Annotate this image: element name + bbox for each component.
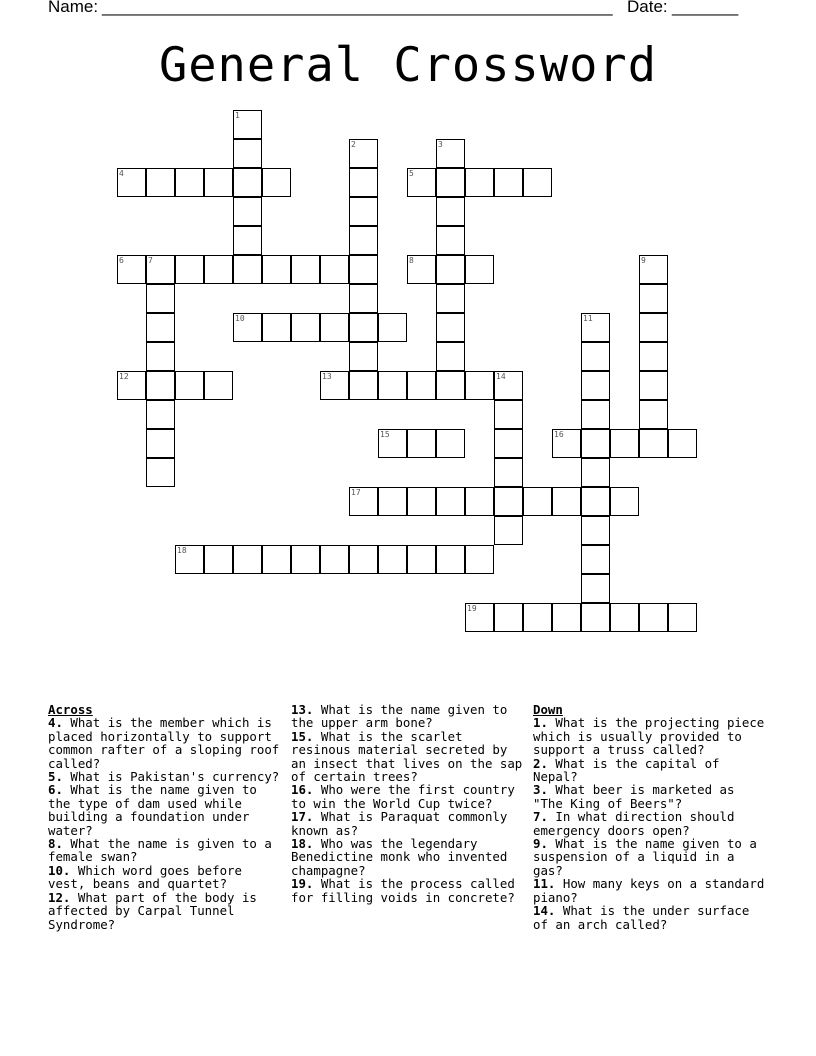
grid-cell[interactable] (436, 545, 465, 574)
clue-text: What is Paraquat commonly known as? (291, 809, 508, 838)
clue-number: 1. (533, 715, 548, 731)
grid-cell[interactable] (204, 545, 233, 574)
cell-number: 8 (409, 256, 414, 265)
clue-text: What is the name given to the type of dam used while building a foundation under water? (48, 782, 257, 838)
grid-cell[interactable] (349, 139, 378, 168)
grid-cell[interactable] (639, 313, 668, 342)
grid-cell[interactable] (610, 487, 639, 516)
grid-cell[interactable] (523, 168, 552, 197)
grid-cell[interactable] (639, 603, 668, 632)
cell-number: 1 (235, 111, 240, 120)
grid-cell[interactable] (436, 342, 465, 371)
grid-cell[interactable] (204, 168, 233, 197)
grid-cell[interactable] (349, 313, 378, 342)
clue (291, 810, 526, 837)
cell-number: 17 (351, 488, 361, 497)
grid-cell[interactable] (349, 197, 378, 226)
clue (48, 891, 283, 931)
grid-cell[interactable] (262, 168, 291, 197)
grid-cell[interactable] (581, 603, 610, 632)
clue-number: 16. (291, 782, 314, 798)
grid-cell[interactable] (233, 197, 262, 226)
across-clues-continued (291, 703, 526, 904)
clue-number: 7. (533, 809, 548, 825)
clue-text: Who was the legendary Benedictine monk who invented champagne? (291, 836, 508, 878)
grid-cell[interactable] (581, 429, 610, 458)
grid-cell[interactable] (436, 139, 465, 168)
cell-number: 12 (119, 372, 129, 381)
grid-cell[interactable] (291, 255, 320, 284)
grid-cell[interactable] (552, 487, 581, 516)
clue (533, 837, 768, 877)
grid-cell[interactable] (175, 168, 204, 197)
grid-cell[interactable] (552, 429, 581, 458)
grid-cell[interactable] (349, 226, 378, 255)
grid-cell[interactable] (436, 429, 465, 458)
date-field[interactable]: _______ (672, 0, 739, 16)
cell-number: 4 (119, 169, 124, 178)
grid-cell[interactable] (610, 603, 639, 632)
grid-cell[interactable] (117, 168, 146, 197)
clue-text: What is Pakistan's currency? (70, 769, 280, 785)
clue (291, 877, 526, 904)
grid-cell[interactable] (349, 284, 378, 313)
down-clues (533, 703, 768, 931)
clue (533, 783, 768, 810)
grid-cell[interactable] (465, 487, 494, 516)
clue-text: Who were the first country to win the World Cup twice? (291, 782, 515, 811)
grid-cell[interactable] (639, 371, 668, 400)
clue-number: 6. (48, 782, 63, 798)
page-title: General Crossword (158, 38, 658, 93)
clue (48, 770, 283, 783)
grid-cell[interactable] (233, 545, 262, 574)
clue-text: What is the projecting piece which is usually provided to support a truss called? (533, 715, 765, 758)
cell-number: 18 (177, 546, 187, 555)
grid-cell[interactable] (146, 458, 175, 487)
clue-text: What is the process called for filling voids in concrete? (291, 876, 515, 905)
grid-cell[interactable] (639, 342, 668, 371)
clue (291, 783, 526, 810)
grid-cell[interactable] (407, 545, 436, 574)
clue-text: What is the name given to the upper arm bone? (291, 702, 508, 731)
grid-cell[interactable] (262, 255, 291, 284)
grid-cell[interactable] (204, 371, 233, 400)
grid-cell[interactable] (639, 284, 668, 313)
cell-number: 16 (554, 430, 564, 439)
clue-number: 15. (291, 728, 314, 744)
grid-cell[interactable] (436, 487, 465, 516)
grid-cell[interactable] (494, 429, 523, 458)
grid-cell[interactable] (291, 313, 320, 342)
grid-cell[interactable] (175, 255, 204, 284)
clue (48, 864, 283, 891)
clue-text: What beer is marketed as "The King of Beers"? (533, 782, 735, 811)
grid-cell[interactable] (175, 545, 204, 574)
cell-number: 10 (235, 314, 245, 323)
clue (533, 904, 768, 931)
grid-cell[interactable] (436, 313, 465, 342)
grid-cell[interactable] (639, 400, 668, 429)
clue-number: 18. (291, 836, 314, 852)
grid-cell[interactable] (146, 429, 175, 458)
grid-cell[interactable] (639, 255, 668, 284)
across-heading: Across (48, 702, 93, 717)
clue-number: 13. (291, 702, 314, 717)
cell-number: 15 (380, 430, 390, 439)
down-heading: Down (533, 702, 563, 717)
clue-text: What is the capital of Nepal? (533, 755, 720, 785)
clue-number: 3. (533, 782, 548, 798)
name-field[interactable]: ______________________________________________________ (102, 0, 613, 16)
cell-number: 5 (409, 169, 414, 178)
clue-text: Which word goes before vest, beans and quartet? (48, 862, 242, 892)
grid-cell[interactable] (581, 458, 610, 487)
clue-text: What is the under surface of an arch called? (533, 903, 750, 932)
grid-cell[interactable] (407, 429, 436, 458)
grid-cell[interactable] (233, 139, 262, 168)
cell-number: 13 (322, 372, 332, 381)
clue-number: 11. (533, 876, 556, 892)
grid-cell[interactable] (378, 313, 407, 342)
cell-number: 3 (438, 140, 443, 149)
grid-cell[interactable] (233, 226, 262, 255)
grid-cell[interactable] (494, 400, 523, 429)
grid-cell[interactable] (320, 371, 349, 400)
grid-cell[interactable] (494, 516, 523, 545)
clue (48, 716, 283, 770)
cell-number: 2 (351, 140, 356, 149)
grid-cell[interactable] (436, 226, 465, 255)
clue (48, 783, 283, 837)
date-label: Date: (627, 0, 668, 16)
grid-cell[interactable] (465, 545, 494, 574)
clue-number: 2. (533, 755, 548, 771)
cell-number: 9 (641, 256, 646, 265)
grid-cell[interactable] (262, 313, 291, 342)
cell-number: 14 (496, 372, 506, 381)
grid-cell[interactable] (320, 545, 349, 574)
clue-number: 17. (291, 809, 314, 825)
clue-number: 14. (533, 903, 556, 919)
clue-number: 12. (48, 889, 71, 905)
clue (291, 703, 526, 730)
grid-cell[interactable] (349, 255, 378, 284)
grid-cell[interactable] (233, 255, 262, 284)
grid-cell[interactable] (465, 371, 494, 400)
clue (533, 757, 768, 784)
grid-cell[interactable] (117, 255, 146, 284)
clue (291, 837, 526, 877)
grid-cell[interactable] (436, 255, 465, 284)
grid-cell[interactable] (639, 429, 668, 458)
grid-cell[interactable] (291, 545, 320, 574)
clue-number: 9. (533, 836, 548, 852)
grid-cell[interactable] (581, 574, 610, 603)
grid-cell[interactable] (610, 429, 639, 458)
grid-cell[interactable] (494, 603, 523, 632)
clue-number: 4. (48, 715, 63, 731)
across-clue-list-continued (291, 703, 526, 904)
cell-number: 7 (148, 256, 153, 265)
clue (291, 730, 526, 784)
grid-cell[interactable] (349, 487, 378, 516)
grid-cell[interactable] (494, 458, 523, 487)
grid-cell[interactable] (146, 284, 175, 313)
grid-cell[interactable] (668, 603, 697, 632)
clue (48, 837, 283, 864)
grid-cell[interactable] (581, 545, 610, 574)
grid-cell[interactable] (320, 255, 349, 284)
grid-cell[interactable] (146, 168, 175, 197)
grid-cell[interactable] (668, 429, 697, 458)
grid-cell[interactable] (494, 371, 523, 400)
grid-cell[interactable] (349, 371, 378, 400)
grid-cell[interactable] (465, 603, 494, 632)
grid-cell[interactable] (233, 168, 262, 197)
clue-text: What part of the body is affected by Carpal Tunnel Syndrome? (48, 889, 257, 932)
grid-cell[interactable] (146, 342, 175, 371)
grid-cell[interactable] (204, 255, 233, 284)
grid-cell[interactable] (552, 603, 581, 632)
grid-cell[interactable] (378, 429, 407, 458)
clue-text: How many keys on a standard piano? (533, 876, 765, 905)
grid-cell[interactable] (494, 168, 523, 197)
grid-cell[interactable] (436, 197, 465, 226)
grid-cell[interactable] (581, 342, 610, 371)
across-clue-list (48, 716, 283, 931)
grid-cell[interactable] (146, 371, 175, 400)
cell-number: 19 (467, 604, 477, 613)
clue-text: What is the name given to a suspension of a liquid in a gas? (533, 836, 757, 878)
grid-cell[interactable] (407, 255, 436, 284)
grid-cell[interactable] (378, 545, 407, 574)
grid-cell[interactable] (349, 545, 378, 574)
grid-cell[interactable] (233, 313, 262, 342)
grid-cell[interactable] (349, 168, 378, 197)
cell-number: 11 (583, 314, 593, 323)
grid-cell[interactable] (233, 110, 262, 139)
grid-cell[interactable] (407, 168, 436, 197)
grid-cell[interactable] (523, 487, 552, 516)
grid-cell[interactable] (407, 371, 436, 400)
grid-cell[interactable] (349, 342, 378, 371)
grid-cell[interactable] (146, 255, 175, 284)
grid-cell[interactable] (146, 313, 175, 342)
clue-number: 19. (291, 876, 314, 892)
grid-cell[interactable] (581, 400, 610, 429)
grid-cell[interactable] (378, 371, 407, 400)
clue-text: What the name is given to a female swan? (48, 836, 272, 865)
across-clues (48, 703, 283, 931)
clue-number: 5. (48, 769, 63, 785)
grid-cell[interactable] (581, 371, 610, 400)
clue (533, 877, 768, 904)
grid-cell[interactable] (581, 516, 610, 545)
clue-number: 10. (48, 862, 71, 878)
grid-cell[interactable] (494, 487, 523, 516)
grid-cell[interactable] (407, 487, 436, 516)
grid-cell[interactable] (320, 313, 349, 342)
grid-cell[interactable] (378, 487, 407, 516)
grid-cell[interactable] (146, 400, 175, 429)
grid-cell[interactable] (117, 371, 146, 400)
grid-cell[interactable] (175, 371, 204, 400)
clue-text: What is the scarlet resinous material secreted by an insect that lives on the sap of certain trees? (291, 728, 523, 785)
clue-number: 8. (48, 836, 63, 852)
clue (533, 716, 768, 756)
cell-number: 6 (119, 256, 124, 265)
clue (533, 810, 768, 837)
grid-cell[interactable] (523, 603, 552, 632)
clue-text: In what direction should emergency doors open? (533, 809, 735, 838)
grid-cell[interactable] (436, 284, 465, 313)
grid-cell[interactable] (581, 313, 610, 342)
down-clue-list (533, 716, 768, 931)
name-label: Name: (48, 0, 99, 16)
grid-cell[interactable] (436, 168, 465, 197)
grid-cell[interactable] (436, 371, 465, 400)
grid-cell[interactable] (465, 255, 494, 284)
grid-cell[interactable] (581, 487, 610, 516)
grid-cell[interactable] (465, 168, 494, 197)
clue-text: What is the member which is placed horizontally to support common rafter of a sloping roof called? (48, 715, 280, 771)
grid-cell[interactable] (262, 545, 291, 574)
